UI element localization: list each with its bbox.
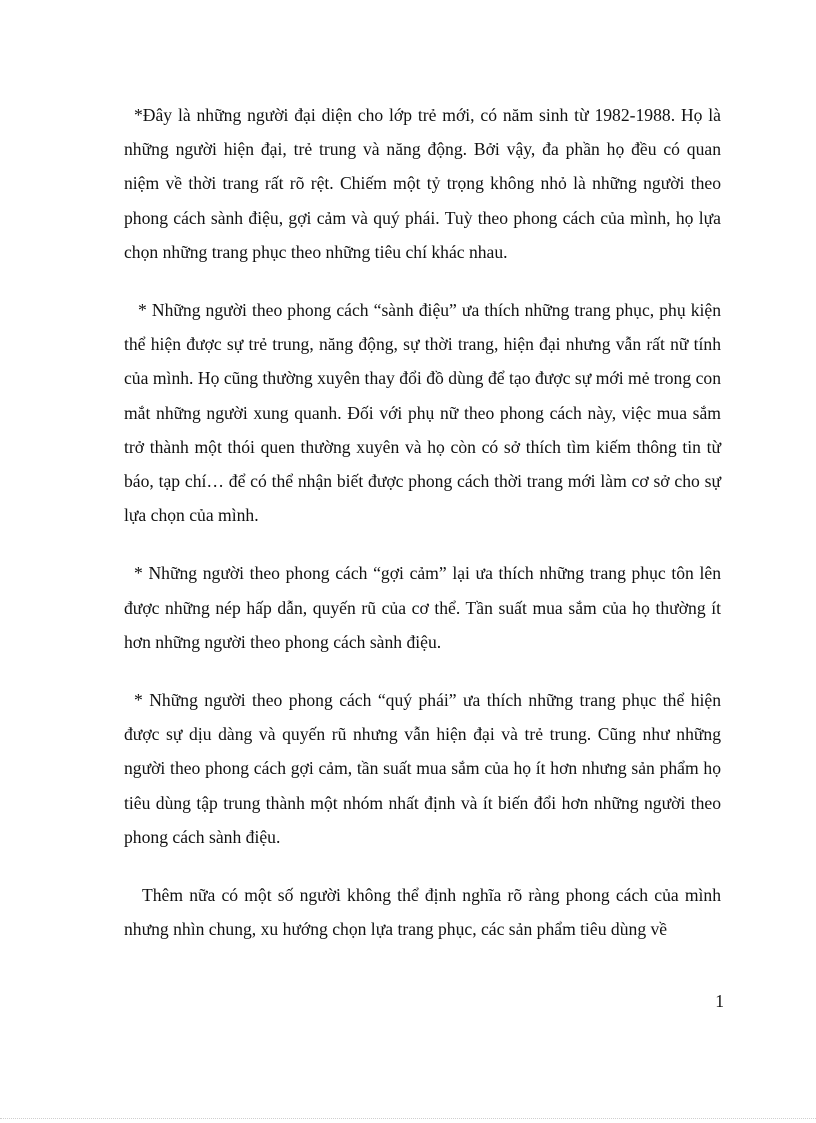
page-bottom-divider (0, 1118, 816, 1119)
paragraph-sexy-style: * Những người theo phong cách “gợi cảm” lại ưa thích những trang phục tôn lên được những nép hấp dẫn, quyến rũ của cơ thể. Tần suất mua sắm của họ thường ít hơn những người theo phong cách sành điệu. (124, 563, 721, 652)
paragraph-trendy-style: * Những người theo phong cách “sành điệu” ưa thích những trang phục, phụ kiện thể hiện được sự trẻ trung, năng động, sự thời trang, hiện đại nhưng vẫn rất nữ tính của mình. Họ cũng thường xuyên thay đổi đồ dùng để tạo được sự mới mẻ trong con mắt những người xung quanh. Đối với phụ nữ theo phong cách này, việc mua sắm trở thành một thói quen thường xuyên và họ còn có sở thích tìm kiếm thông tin từ báo, tạp chí… để có thể nhận biết được phong cách thời trang mới làm cơ sở cho sự lựa chọn của mình. (124, 300, 721, 526)
paragraph-undefined-style: Thêm nữa có một số người không thể định nghĩa rõ ràng phong cách của mình nhưng nhìn chung, xu hướng chọn lựa trang phục, các sản phẩm tiêu dùng về (124, 885, 721, 940)
page-body (124, 98, 721, 970)
paragraph-elegant-style: * Những người theo phong cách “quý phái” ưa thích những trang phục thể hiện được sự dịu dàng và quyến rũ nhưng vẫn hiện đại và trẻ trung. Cũng như những người theo phong cách gợi cảm, tần suất mua sắm của họ ít hơn nhưng sản phẩm họ tiêu dùng tập trung thành một nhóm nhất định và ít biến đổi hơn những người theo phong cách sành điệu. (124, 690, 721, 847)
paragraph-young-generation: *Đây là những người đại diện cho lớp trẻ mới, có năm sinh từ 1982-1988. Họ là những người hiện đại, trẻ trung và năng động. Bởi vậy, đa phần họ đều có quan niệm về thời trang rất rõ rệt. Chiếm một tỷ trọng không nhỏ là những người theo phong cách sành điệu, gợi cảm và quý phái. Tuỳ theo phong cách của mình, họ lựa chọn những trang phục theo những tiêu chí khác nhau. (124, 105, 721, 262)
page-number: 1 (715, 991, 724, 1011)
